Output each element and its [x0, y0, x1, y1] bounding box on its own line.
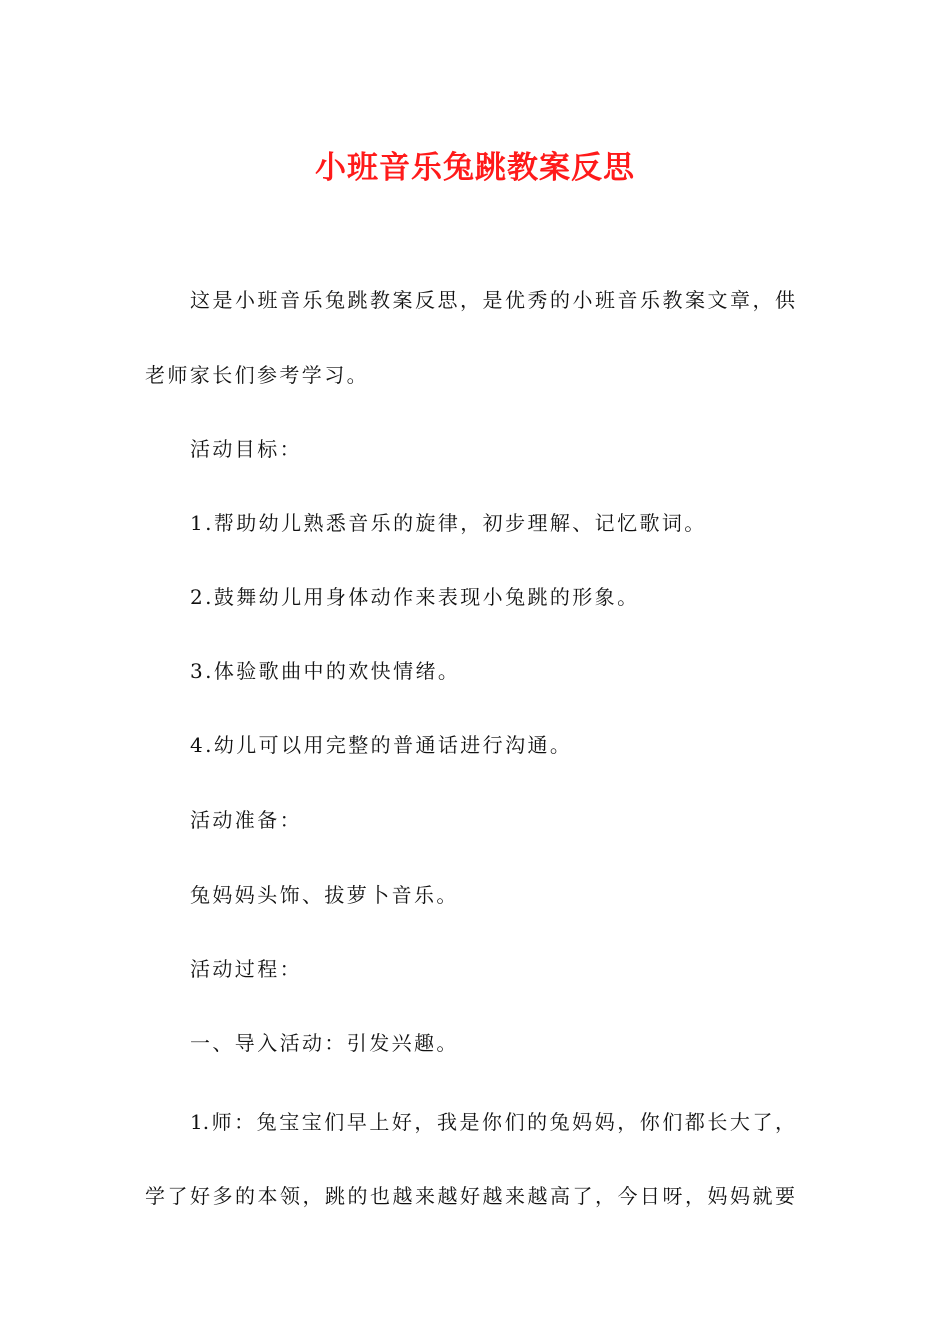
- document-title: 小班音乐兔跳教案反思: [315, 150, 635, 186]
- list-item: 4.幼儿可以用完整的普通话进行沟通。: [190, 733, 573, 757]
- paragraph-line: 兔妈妈头饰、拔萝卜音乐。: [190, 883, 459, 907]
- paragraph-line: 老师家长们参考学习。: [145, 363, 369, 387]
- list-item: 2.鼓舞幼儿用身体动作来表现小兔跳的形象。: [190, 585, 640, 609]
- list-item: 3.体验歌曲中的欢快情绪。: [190, 659, 461, 683]
- section-heading: 活动过程：: [190, 957, 302, 981]
- section-heading: 一、导入活动：引发兴趣。: [190, 1031, 459, 1055]
- list-item: 1.帮助幼儿熟悉音乐的旋律，初步理解、记忆歌词。: [190, 511, 707, 535]
- paragraph-line: 1.师：兔宝宝们早上好，我是你们的兔妈妈，你们都长大了，: [190, 1110, 795, 1134]
- section-heading: 活动准备：: [190, 808, 302, 832]
- paragraph-line: 学了好多的本领，跳的也越来越好越来越高了，今日呀，妈妈就要: [145, 1184, 795, 1208]
- paragraph-line: 这是小班音乐兔跳教案反思，是优秀的小班音乐教案文章，供: [190, 288, 795, 312]
- section-heading: 活动目标：: [190, 437, 302, 461]
